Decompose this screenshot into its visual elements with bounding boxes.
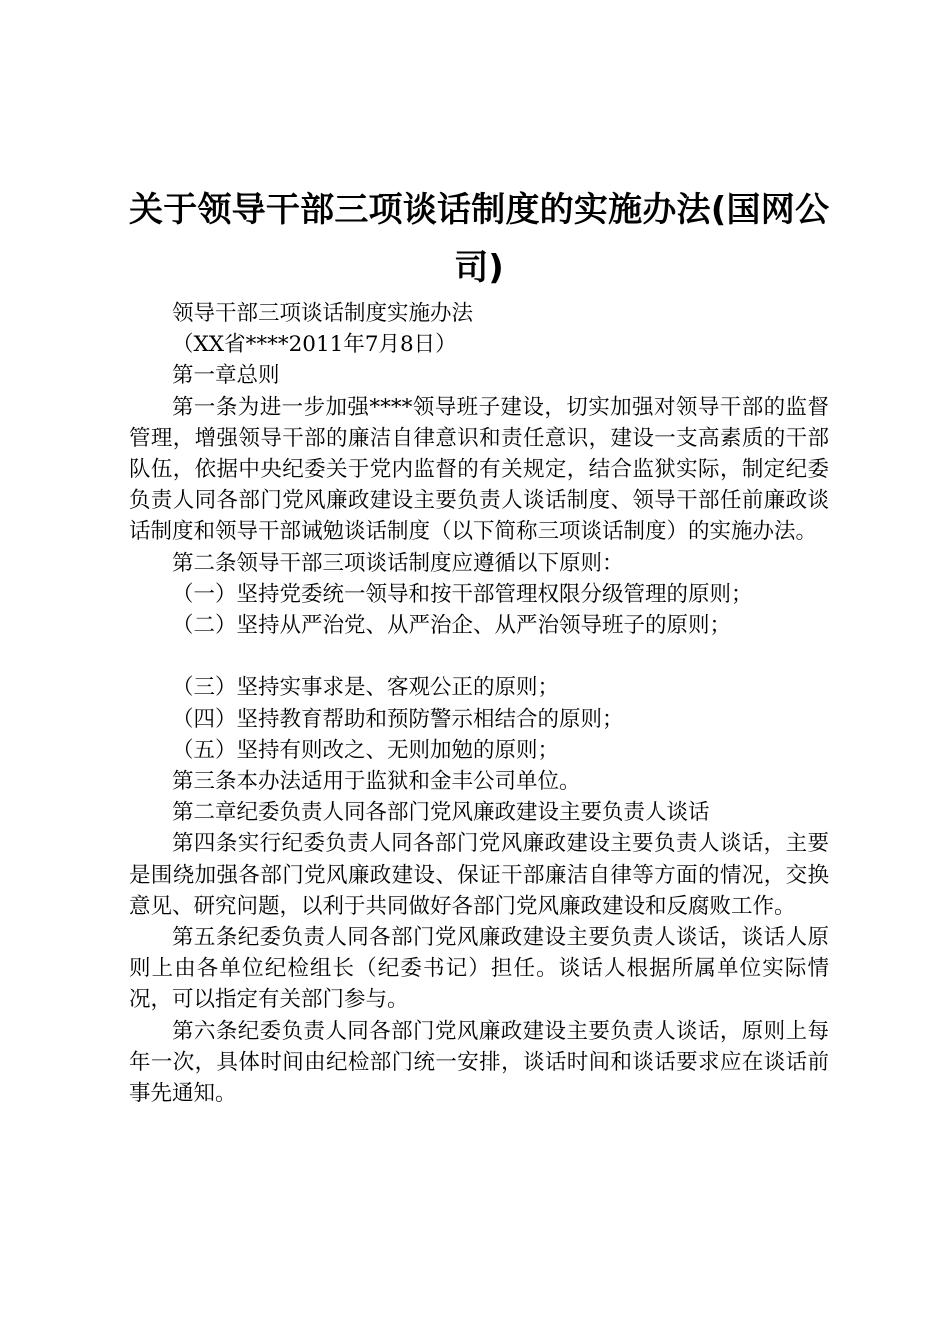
article-paragraph: 第三条本办法适用于监狱和金丰公司单位。: [172, 769, 581, 795]
principle-item: （二）坚持从严治党、从严治企、从严治领导班子的原则；: [172, 613, 732, 639]
chapter-heading: 第一章总则: [172, 363, 280, 389]
principle-item: （一）坚持党委统一领导和按干部管理权限分级管理的原则；: [172, 581, 753, 607]
article-paragraph: 第四条实行纪委负责人同各部门党风廉政建设主要负责人谈话，主要是围绕加强各部门党风廉政建设、保证干部廉洁自律等方面的情况，交换意见、研究问题，以利于共同做好各部门党风廉政建设和反腐败工作。: [129, 831, 829, 919]
document-title: 关于领导干部三项谈话制度的实施办法(国网公司): [129, 190, 829, 288]
article-paragraph: 第二条领导干部三项谈话制度应遵循以下原则：: [172, 550, 624, 576]
subtitle-paragraph: 领导干部三项谈话制度实施办法: [172, 301, 474, 326]
article-paragraph: 第五条纪委负责人同各部门党风廉政建设主要负责人谈话，谈话人原则上由各单位纪检组长（纪委书记）担任。谈话人根据所属单位实际情况，可以指定有关部门参与。: [129, 925, 829, 1013]
article-paragraph: 第六条纪委负责人同各部门党风廉政建设主要负责人谈话，原则上每年一次，具体时间由纪检部门统一安排，谈话时间和谈话要求应在谈话前事先通知。: [129, 1018, 829, 1107]
principle-item: （三）坚持实事求是、客观公正的原则；: [172, 675, 560, 701]
principle-item: （五）坚持有则改之、无则加勉的原则；: [172, 737, 560, 763]
principle-item: （四）坚持教育帮助和预防警示相结合的原则；: [172, 706, 624, 732]
document-body: [129, 298, 829, 1109]
article-paragraph: 第一条为进一步加强****领导班子建设，切实加强对领导干部的监督管理，增强领导干部的廉洁自律意识和责任意识，建设一支高素质的干部队伍，依据中央纪委关于党内监督的有关规定，结合监狱实际，制定纪委负责人同各部门党风廉政建设主要负责人谈话制度、领导干部任前廉政谈话制度和领导干部诫勉谈话制度（以下简称三项谈话制度）的实施办法。: [129, 394, 829, 545]
chapter-heading: 第二章纪委负责人同各部门党风廉政建设主要负责人谈话: [172, 800, 710, 826]
date-paragraph: （XX省****2011年7月8日）: [172, 332, 457, 358]
